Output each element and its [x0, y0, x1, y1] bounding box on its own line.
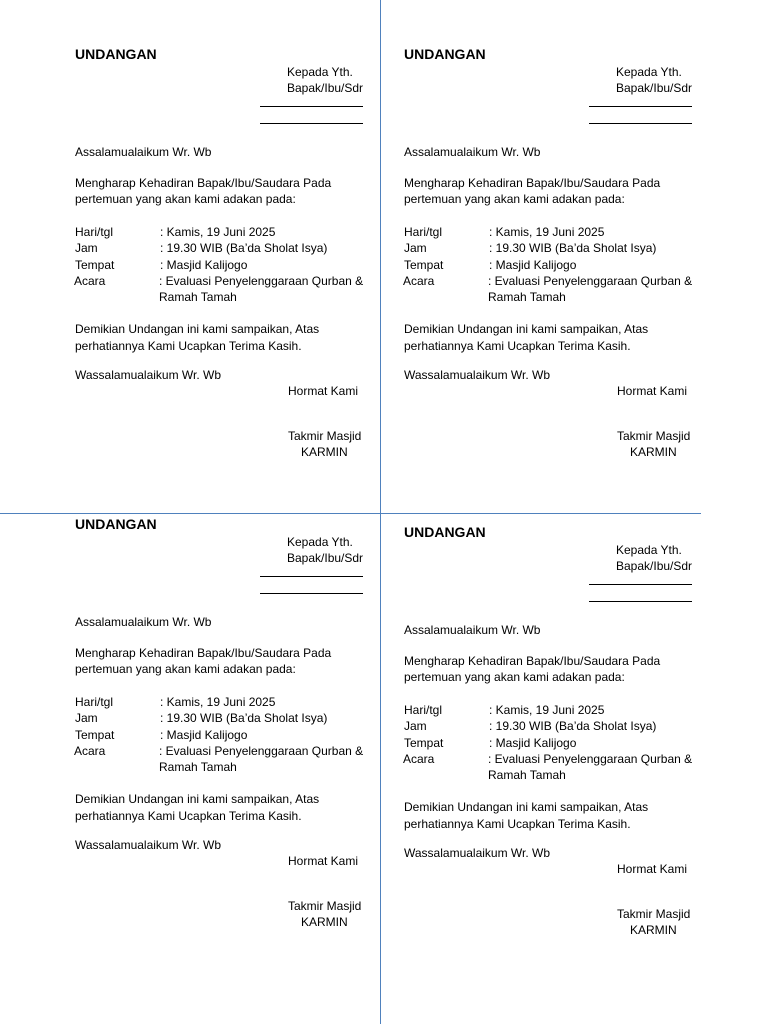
closing-line-1: Demikian Undangan ini kami sampaikan, Atas	[404, 800, 649, 814]
detail-value-jam: : 19.30 WIB (Ba’da Sholat Isya)	[160, 711, 328, 725]
regards: Hormat Kami	[288, 384, 359, 398]
signatory-title: Takmir Masjid	[288, 429, 362, 443]
recipient-address-line	[260, 593, 363, 594]
detail-value-acara-line-2: Ramah Tamah	[488, 290, 566, 304]
regards: Hormat Kami	[617, 384, 688, 398]
greeting: Assalamualaikum Wr. Wb	[75, 615, 212, 629]
detail-value-acara: : Evaluasi Penyelenggaraan Qurban &	[159, 274, 364, 288]
detail-value-acara-line-2: Ramah Tamah	[159, 290, 237, 304]
recipient-name-line	[589, 106, 692, 107]
intro-line-2: pertemuan yang akan kami adakan pada:	[75, 662, 296, 676]
detail-label-jam: Jam	[75, 711, 98, 725]
detail-label-hari-tgl: Hari/tgl	[75, 225, 114, 239]
detail-value-hari-tgl: : Kamis, 19 Juni 2025	[160, 695, 276, 709]
detail-value-jam: : 19.30 WIB (Ba’da Sholat Isya)	[160, 241, 328, 255]
detail-label-acara: Acara	[403, 274, 435, 288]
recipient-address-line	[260, 123, 363, 124]
signatory-name: KARMIN	[630, 923, 677, 937]
greeting: Assalamualaikum Wr. Wb	[404, 623, 541, 637]
greeting: Assalamualaikum Wr. Wb	[75, 145, 212, 159]
detail-label-jam: Jam	[404, 241, 427, 255]
intro-line-2: pertemuan yang akan kami adakan pada:	[75, 192, 296, 206]
invitation-card	[404, 524, 704, 954]
detail-value-acara: : Evaluasi Penyelenggaraan Qurban &	[159, 744, 364, 758]
detail-value-tempat: : Masjid Kalijogo	[160, 258, 248, 272]
signatory-name: KARMIN	[301, 915, 348, 929]
closing-line-2: perhatiannya Kami Ucapkan Terima Kasih.	[404, 817, 631, 831]
detail-label-tempat: Tempat	[404, 258, 444, 272]
farewell: Wassalamualaikum Wr. Wb	[75, 838, 222, 852]
regards: Hormat Kami	[617, 862, 688, 876]
detail-value-hari-tgl: : Kamis, 19 Juni 2025	[489, 703, 605, 717]
signatory-title: Takmir Masjid	[617, 907, 691, 921]
detail-label-tempat: Tempat	[404, 736, 444, 750]
detail-label-acara: Acara	[403, 752, 435, 766]
detail-value-jam: : 19.30 WIB (Ba’da Sholat Isya)	[489, 719, 657, 733]
addressee-recipient: Bapak/Ibu/Sdr	[616, 559, 693, 573]
detail-value-acara-line-2: Ramah Tamah	[159, 760, 237, 774]
addressee-kepada: Kepada Yth.	[287, 535, 353, 549]
invitation-title: UNDANGAN	[75, 516, 157, 532]
intro-line-2: pertemuan yang akan kami adakan pada:	[404, 670, 625, 684]
addressee-kepada: Kepada Yth.	[616, 65, 682, 79]
detail-label-jam: Jam	[404, 719, 427, 733]
detail-value-tempat: : Masjid Kalijogo	[489, 736, 577, 750]
farewell: Wassalamualaikum Wr. Wb	[75, 368, 222, 382]
detail-value-tempat: : Masjid Kalijogo	[160, 728, 248, 742]
signatory-title: Takmir Masjid	[288, 899, 362, 913]
signatory-title: Takmir Masjid	[617, 429, 691, 443]
signatory-name: KARMIN	[301, 445, 348, 459]
invitation-card	[75, 46, 375, 476]
detail-label-hari-tgl: Hari/tgl	[404, 703, 443, 717]
detail-label-acara: Acara	[74, 274, 106, 288]
detail-label-hari-tgl: Hari/tgl	[404, 225, 443, 239]
closing-line-1: Demikian Undangan ini kami sampaikan, Atas	[404, 322, 649, 336]
recipient-name-line	[260, 106, 363, 107]
addressee-recipient: Bapak/Ibu/Sdr	[616, 81, 693, 95]
regards: Hormat Kami	[288, 854, 359, 868]
closing-line-2: perhatiannya Kami Ucapkan Terima Kasih.	[75, 339, 302, 353]
closing-line-1: Demikian Undangan ini kami sampaikan, Atas	[75, 322, 320, 336]
detail-value-acara: : Evaluasi Penyelenggaraan Qurban &	[488, 274, 693, 288]
farewell: Wassalamualaikum Wr. Wb	[404, 368, 551, 382]
invitation-title: UNDANGAN	[404, 46, 486, 62]
farewell: Wassalamualaikum Wr. Wb	[404, 846, 551, 860]
closing-line-1: Demikian Undangan ini kami sampaikan, Atas	[75, 792, 320, 806]
recipient-address-line	[589, 601, 692, 602]
invitation-title: UNDANGAN	[75, 46, 157, 62]
addressee-recipient: Bapak/Ibu/Sdr	[287, 81, 364, 95]
invitation-title: UNDANGAN	[404, 524, 486, 540]
horizontal-cut-line	[0, 513, 701, 514]
detail-label-jam: Jam	[75, 241, 98, 255]
intro-line-1: Mengharap Kehadiran Bapak/Ibu/Saudara Pada	[75, 646, 332, 660]
signatory-name: KARMIN	[630, 445, 677, 459]
detail-value-tempat: : Masjid Kalijogo	[489, 258, 577, 272]
detail-value-hari-tgl: : Kamis, 19 Juni 2025	[160, 225, 276, 239]
greeting: Assalamualaikum Wr. Wb	[404, 145, 541, 159]
vertical-cut-line	[380, 0, 381, 1024]
addressee-kepada: Kepada Yth.	[287, 65, 353, 79]
invitation-card	[404, 46, 704, 476]
recipient-name-line	[589, 584, 692, 585]
addressee-kepada: Kepada Yth.	[616, 543, 682, 557]
detail-value-jam: : 19.30 WIB (Ba’da Sholat Isya)	[489, 241, 657, 255]
invitation-card	[75, 516, 375, 946]
intro-line-1: Mengharap Kehadiran Bapak/Ibu/Saudara Pada	[75, 176, 332, 190]
detail-value-acara-line-2: Ramah Tamah	[488, 768, 566, 782]
detail-value-acara: : Evaluasi Penyelenggaraan Qurban &	[488, 752, 693, 766]
intro-line-2: pertemuan yang akan kami adakan pada:	[404, 192, 625, 206]
detail-value-hari-tgl: : Kamis, 19 Juni 2025	[489, 225, 605, 239]
detail-label-acara: Acara	[74, 744, 106, 758]
closing-line-2: perhatiannya Kami Ucapkan Terima Kasih.	[404, 339, 631, 353]
intro-line-1: Mengharap Kehadiran Bapak/Ibu/Saudara Pada	[404, 176, 661, 190]
detail-label-tempat: Tempat	[75, 728, 115, 742]
recipient-name-line	[260, 576, 363, 577]
recipient-address-line	[589, 123, 692, 124]
closing-line-2: perhatiannya Kami Ucapkan Terima Kasih.	[75, 809, 302, 823]
detail-label-hari-tgl: Hari/tgl	[75, 695, 114, 709]
addressee-recipient: Bapak/Ibu/Sdr	[287, 551, 364, 565]
intro-line-1: Mengharap Kehadiran Bapak/Ibu/Saudara Pada	[404, 654, 661, 668]
detail-label-tempat: Tempat	[75, 258, 115, 272]
